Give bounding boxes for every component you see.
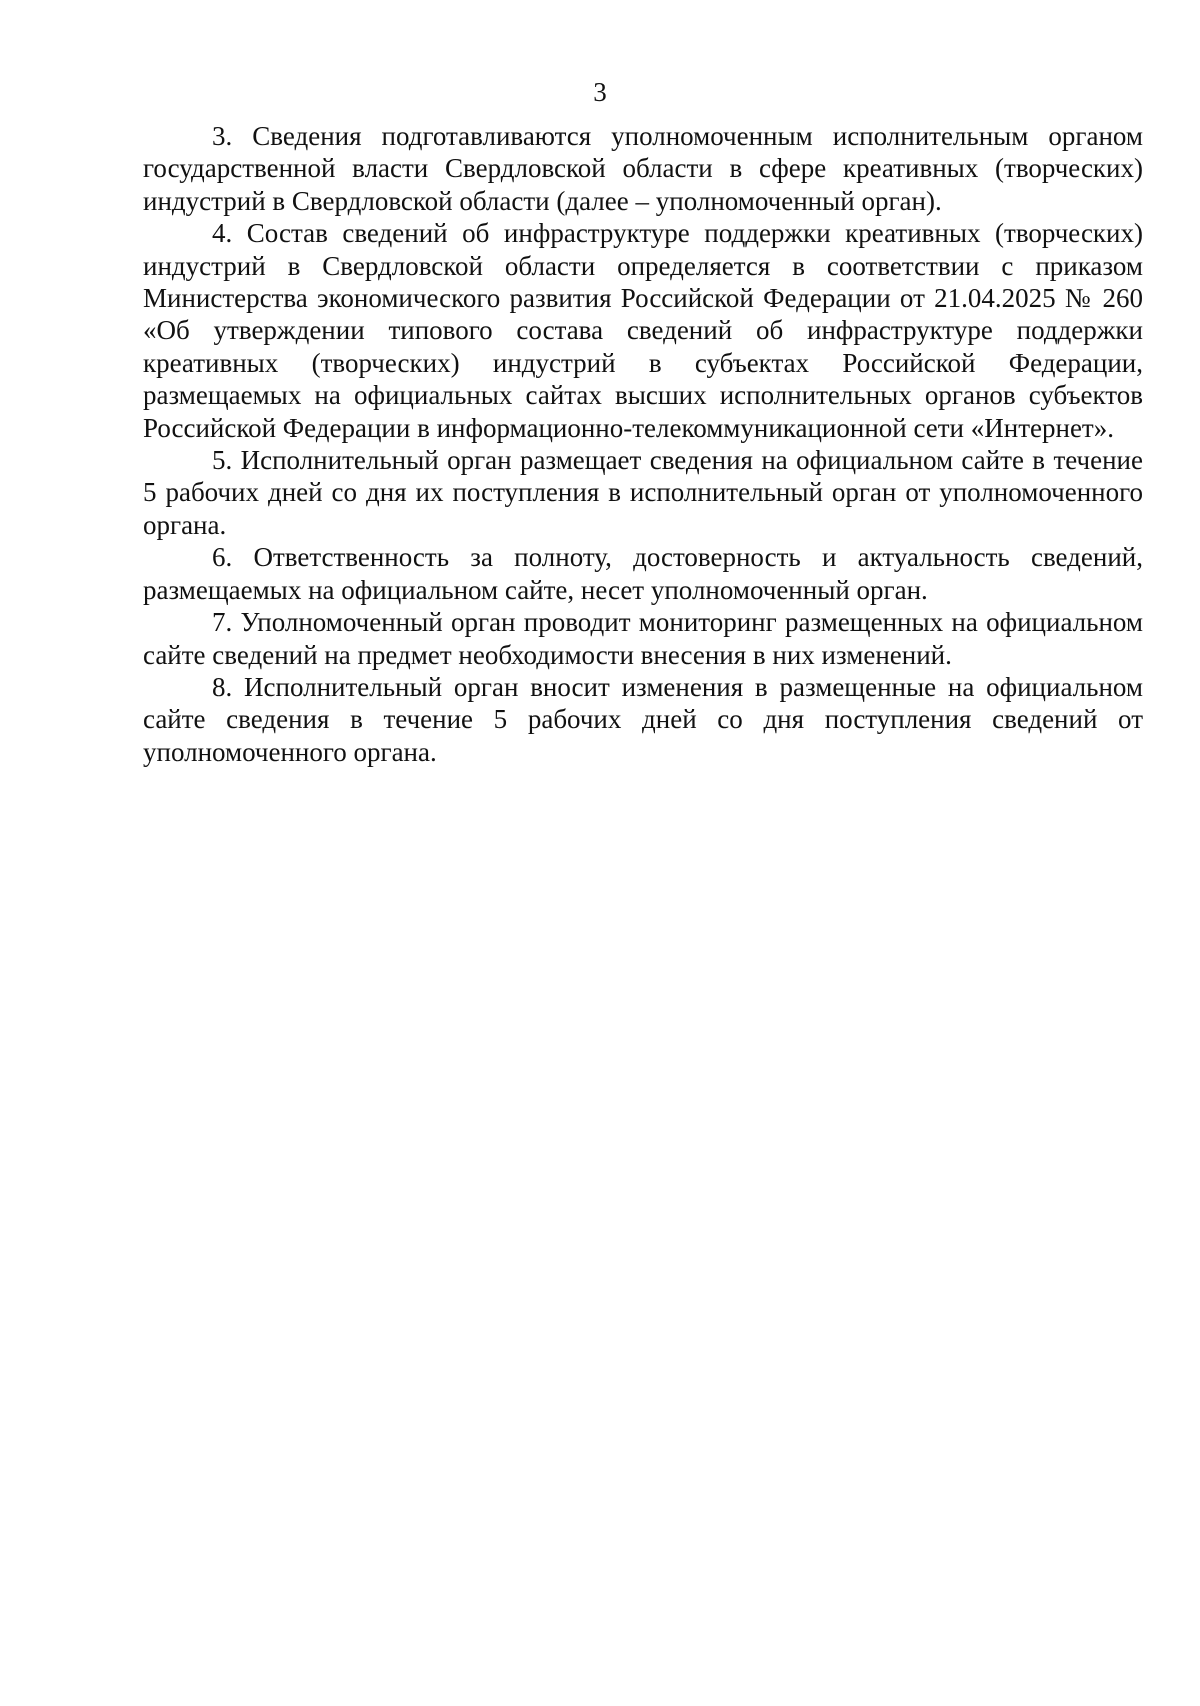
paragraph-4: 4. Состав сведений об инфраструктуре поддержки креативных (творческих) индустрий в Свердловской области определяется в соответствии с приказом Министерства экономического развития Российской Федерации от 21.04.2025 № 260 «Об утверждении типового состава сведений об инфраструктуре поддержки креативных (творческих) индустрий в субъектах Российской Федерации, размещаемых на официальных сайтах высших исполнительных органов субъектов Российской Федерации в информационно-телекоммуникационной сети «Интернет». — [143, 218, 1143, 443]
paragraph-8: 8. Исполнительный орган вносит изменения в размещенные на официальном сайте сведения в течение 5 рабочих дней со дня поступления сведений от уполномоченного органа. — [143, 671, 1143, 767]
document-body — [143, 120, 1143, 768]
paragraph-6: 6. Ответственность за полноту, достоверность и актуальность сведений, размещаемых на официальном сайте, несет уполномоченный орган. — [143, 542, 1143, 605]
paragraph-7: 7. Уполномоченный орган проводит мониторинг размещенных на официальном сайте сведений на предмет необходимости внесения в них изменений. — [143, 607, 1143, 670]
paragraph-5: 5. Исполнительный орган размещает сведения на официальном сайте в течение 5 рабочих дней со дня их поступления в исполнительный орган от уполномоченного органа. — [143, 445, 1143, 540]
paragraph-3: 3. Сведения подготавливаются уполномоченным исполнительным органом государственной власти Свердловской области в сфере креативных (творческих) индустрий в Свердловской области (далее – уполномоченный орган). — [143, 121, 1143, 216]
page-number: 3 — [593, 77, 607, 107]
